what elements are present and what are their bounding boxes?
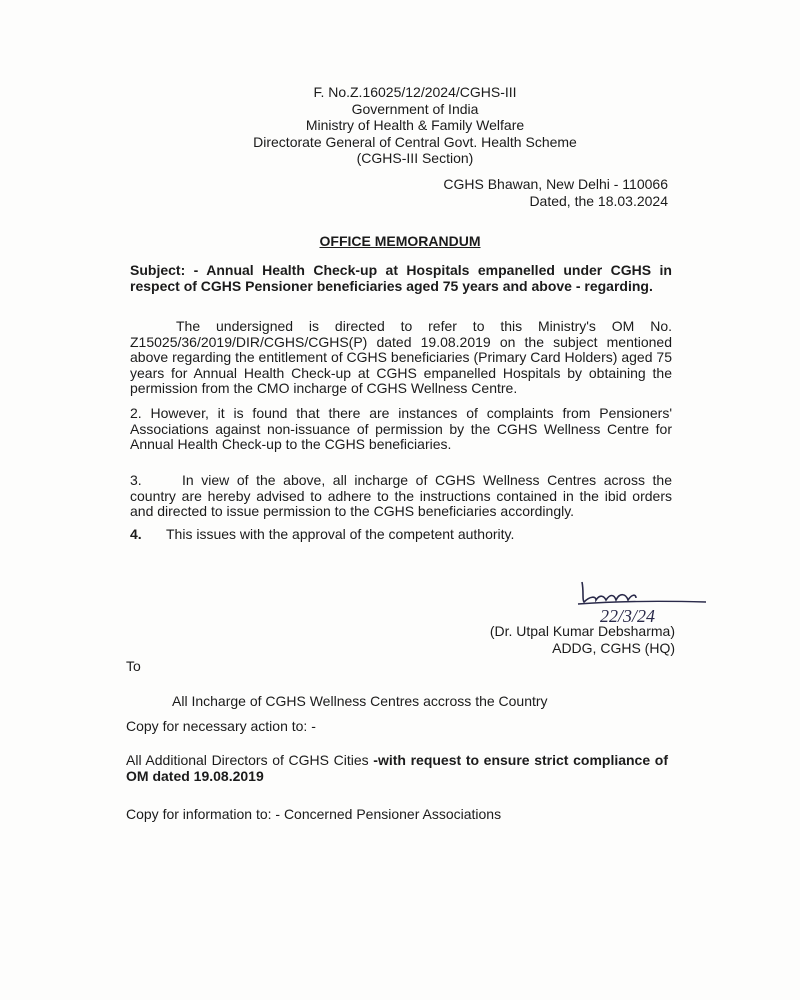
signature-date: 22/3/24 bbox=[600, 606, 656, 626]
paragraph-3 bbox=[130, 473, 672, 520]
address-block bbox=[380, 176, 668, 209]
signatory-name: (Dr. Utpal Kumar Debsharma) bbox=[489, 623, 675, 639]
to-label: To bbox=[126, 658, 141, 674]
subject-line: Subject: - Annual Health Check-up at Hospitals empanelled under CGHS in respect of CGHS Pensioner beneficiaries aged 75 years and above - regarding. bbox=[130, 262, 672, 294]
signatory-designation: ADDG, CGHS (HQ) bbox=[552, 639, 675, 656]
ministry-name: Ministry of Health & Family Welfare bbox=[305, 117, 525, 133]
paragraph-3-text: In view of the above, all incharge of CGHS Wellness Centres across the country are hereby advised to adhere to the instructions contained in the ibid orders and directed to issue permission to the CGHS beneficiaries accordingly. bbox=[130, 472, 672, 519]
memo-title-text: OFFICE MEMORANDUM bbox=[319, 233, 481, 249]
to-recipients: All Incharge of CGHS Wellness Centres accross the Country bbox=[172, 693, 548, 709]
memo-title bbox=[0, 233, 800, 249]
file-number: F. No.Z.16025/12/2024/CGHS-III bbox=[313, 84, 517, 100]
directorate-name: Directorate General of Central Govt. Health Scheme bbox=[253, 133, 577, 150]
handwritten-signature bbox=[570, 570, 710, 626]
letterhead bbox=[180, 84, 650, 167]
paragraph-4-text: This issues with the approval of the competent authority. bbox=[166, 526, 515, 542]
paragraph-3-number: 3. bbox=[130, 472, 142, 488]
paragraph-1: The undersigned is directed to refer to this Ministry's OM No. Z15025/36/2019/DIR/CGHS/CGHS(P) dated 19.08.2019 on the subject mentioned above regarding the entitlement of CGHS beneficiaries (Primary Card Holders) aged 75 years for Annual Health Check-up at CGHS empanelled Hospitals by obtaining the permission from the CMO incharge of CGHS Wellness Centre. bbox=[130, 318, 672, 396]
additional-directors-line bbox=[126, 752, 668, 784]
section-name: (CGHS-III Section) bbox=[356, 150, 474, 166]
compliance-request: -with request to ensure strict compliance of OM dated 19.08.2019 bbox=[126, 752, 668, 784]
signatory-block bbox=[470, 623, 675, 656]
paragraph-2: 2. However, it is found that there are instances of complaints from Pensioners' Associations against non-issuance of permission by the CGHS Wellness Centre for Annual Health Check-up to the CGHS beneficiaries. bbox=[130, 405, 672, 452]
copy-action-label: Copy for necessary action to: - bbox=[126, 718, 316, 734]
memo-date: Dated, the 18.03.2024 bbox=[529, 192, 668, 209]
additional-directors-text: All Additional Directors of CGHS Cities bbox=[126, 752, 374, 768]
paragraph-4-number: 4. bbox=[130, 526, 142, 542]
government-name: Government of India bbox=[351, 100, 479, 117]
copy-information-line: Copy for information to: - Concerned Pensioner Associations bbox=[126, 806, 502, 822]
paragraph-4 bbox=[130, 527, 672, 543]
office-address: CGHS Bhawan, New Delhi - 110066 bbox=[443, 176, 668, 192]
